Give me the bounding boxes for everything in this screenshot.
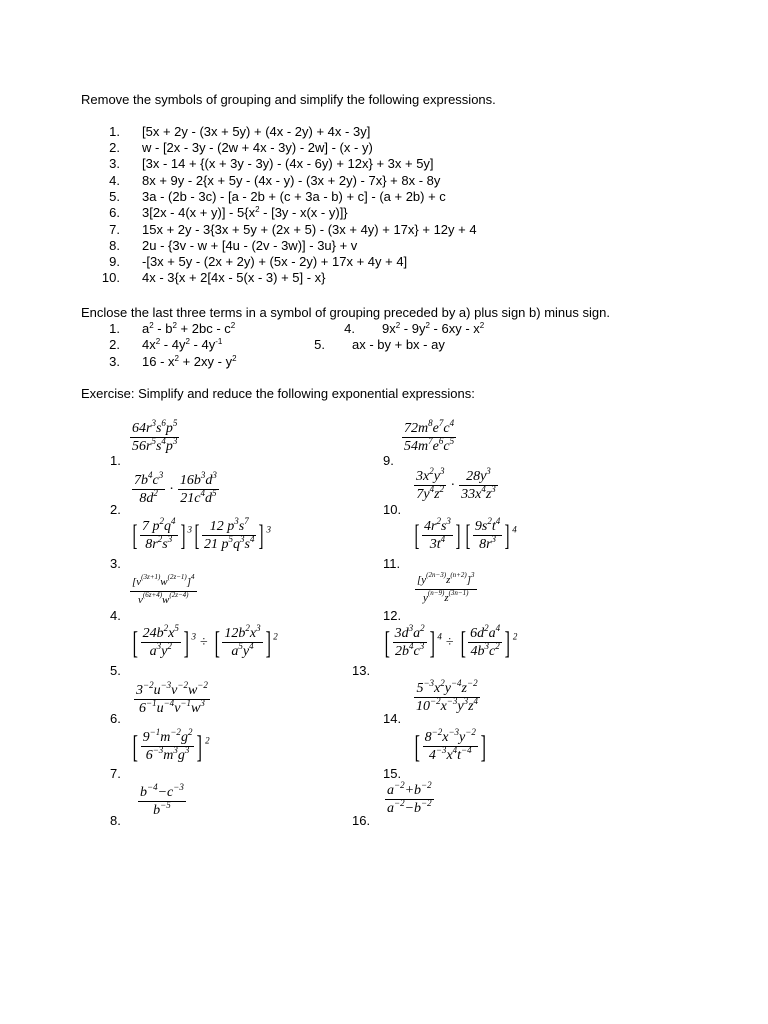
math-expression-5: [ $\frac{24b^2x^5}{a^3y^2}$ ] $^3$ ÷ [ $\frac{12b^2x^3}{a^5y^4}$ ] $^2$: [132, 623, 278, 660]
math-expression-4: $\frac{[v^{(3z+1)}w^{(2z-1)}]^4}{v^{(6z+4)}w^{(2z-4)}}$: [132, 573, 195, 606]
exercise-number: 14.: [383, 711, 402, 726]
exercise-number: 15.: [383, 766, 402, 781]
exercise-number: 11.: [383, 556, 401, 571]
exercise-number: 8.: [110, 813, 121, 828]
math-expression-11: [ $\frac{4r^2s^3}{3t^4}$ ] [ $\frac{9s^2t^4}{8r^3}$ ] $^4$: [414, 516, 517, 552]
math-expression-8: $\frac{b^{-4}-c^{-3}}{b^{-5}}$: [140, 782, 184, 818]
exercise-number: 12.: [383, 608, 402, 623]
math-expression-15: [ $\frac{8^{-2}x^{-3}y^{-2}}{4^{-3}x^4t^{-4}}$ ]: [414, 727, 486, 764]
math-expression-10: $\frac{3x^2y^3}{7y^4z^2}$ · $\frac{28y^3}{33x^4z^3}$: [416, 466, 496, 502]
math-expression-9: $\frac{72m^8e^7c^4}{54m^7e^6c^5}$: [404, 418, 455, 454]
math-expression-6: $\frac{3^{-2}u^{-3}v^{-2}w^{-2}}{6^{-1}u^{-4}v^{-1}w^3}$: [136, 680, 208, 716]
exercise-number: 2.: [110, 502, 121, 517]
exercise-number: 5.: [110, 663, 121, 678]
exercise-number: 13.: [352, 663, 371, 678]
section3-heading: Exercise: Simplify and reduce the following exponential expressions:: [81, 386, 475, 401]
math-expression-12: $\frac{[y^{(2n-3)}z^{(n+2)}]^3}{y^{(n-9)}z^{(3n-1)}}$: [417, 571, 475, 604]
math-expression-7: [ $\frac{9^{-1}m^{-2}g^2}{6^{-3}m^3g^3}$ ] $^2$: [132, 727, 210, 764]
math-expression-1: $\frac{64r^3s^6p^5}{56r^5s^4p^3}$: [132, 418, 178, 454]
math-expression-3: [ $\frac{7 p^2q^4}{8r^2s^3}$ ] $^3$[ $\frac{12 p^3s^7}{21 p^5q^3s^4}$ ] $^3$: [132, 516, 271, 552]
section1-heading: Remove the symbols of grouping and simplify the following expressions.: [81, 92, 496, 107]
exercise-number: 10.: [383, 502, 402, 517]
math-expression-2: $\frac{7b^4c^3}{8d^2}$ · $\frac{16b^3d^3}{21c^4d^5}$: [134, 470, 217, 506]
exercise-number: 4.: [110, 608, 121, 623]
exercise-number: 9.: [383, 453, 394, 468]
exercise-number: 7.: [110, 766, 121, 781]
exercise-number: 1.: [110, 453, 121, 468]
exercise-number: 3.: [110, 556, 121, 571]
math-expression-13: [ $\frac{3d^3a^2}{2b^4c^3}$ ] $^4$ ÷ [ $\frac{6d^2a^4}{4b^3c^2}$ ] $^2$: [384, 623, 518, 660]
math-expression-16: $\frac{a^{-2}+b^{-2}}{a^{-2}-b^{-2}}$: [387, 780, 432, 816]
section2-heading: Enclose the last three terms in a symbol of grouping preceded by a) plus sign b) minus sign.: [81, 305, 610, 320]
math-expression-14: $\frac{5^{-3}x^2y^{-4}z^{-2}}{10^{-2}x^{-3}y^3z^4}$: [416, 678, 479, 714]
exercise-number: 16.: [352, 813, 371, 828]
exercise-number: 6.: [110, 711, 121, 726]
